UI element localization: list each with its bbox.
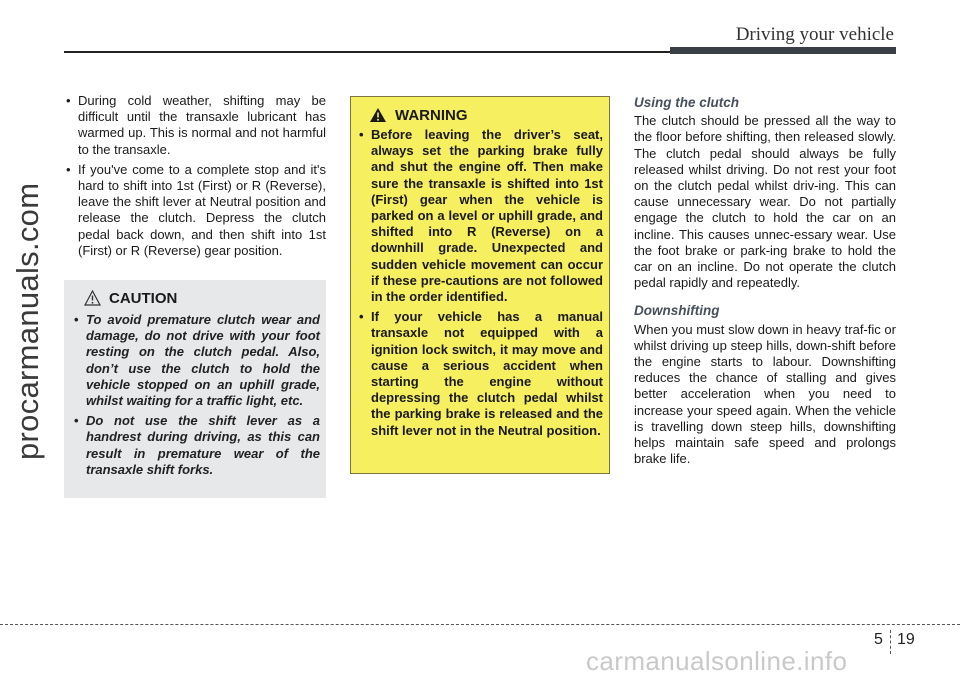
left-column <box>64 93 326 263</box>
caution-item: • Do not use the shift lever as a handrest during driving, as this can result in premature wear of the transaxle shift forks. <box>74 413 320 478</box>
warning-item: • Before leaving the driver’s seat, always set the parking brake fully and shut the engine off. Then make sure the transaxle is shifted into 1st (First) gear when the vehicle is parked on a level or uphill grade, and shifted into R (Reverse) on a downhill grade. Unexpected and sudden vehicle movement can occur if these pre-cautions are not followed in the order identified. <box>359 127 603 305</box>
bottom-watermark: carmanualsonline.info <box>586 646 848 676</box>
warning-header <box>369 105 603 125</box>
warning-box <box>350 96 610 474</box>
section-body-using-clutch: The clutch should be pressed all the way to the floor before shifting, then released slowly. The clutch pedal should always be fully released whilst driving. Do not rest your foot on the clutch pedal whilst driv-ing. This can cause unnecessary wear. Do not partially engage the clutch to hold the car on an incline. This causes unnec-essary wear. Use the foot brake or park-ing brake to hold the car on an incline. Do not operate the clutch pedal rapidly and repeatedly. <box>634 113 896 291</box>
section-body-downshifting: When you must slow down in heavy traf-fic or whilst driving up steep hills, down-shift before the engine starts to labour. Downshifting reduces the chance of stalling and gives better acceleration when you need to increase your speed again. When the vehicle is travelling down steep hills, downshifting helps maintain safe speed and prolongs brake life. <box>634 321 896 467</box>
caution-item: • To avoid premature clutch wear and damage, do not drive with your foot resting on the clutch pedal. Also, don’t use the clutch to hold the vehicle stopped on an uphill grade, whilst waiting for a traffic light, etc. <box>74 312 320 409</box>
header-bar <box>670 47 896 54</box>
warning-item: • If your vehicle has a manual transaxle not equipped with a ignition lock switch, it may move and cause a serious accident when starting the engine without depressing the clutch pedal whilst the parking brake is released and the shift lever not in the Neutral position. <box>359 309 603 439</box>
caution-header <box>84 288 320 308</box>
warning-triangle-filled-icon <box>369 107 387 123</box>
chapter-number: 5 <box>874 631 883 648</box>
left-bullet-item: • If you've come to a complete stop and it's hard to shift into 1st (First) or R (Reverse), leave the shift lever at Neutral position and release the clutch. Depress the clutch pedal back down, and then shift into 1st (First) or R (Reverse) gear position. <box>64 162 326 259</box>
page-number-separator <box>890 630 891 654</box>
caution-label: CAUTION <box>109 289 178 307</box>
caution-list <box>74 312 320 478</box>
section-title-downshifting: Downshifting <box>634 303 720 319</box>
page-number: 19 <box>897 631 915 648</box>
warning-label: WARNING <box>395 106 468 124</box>
side-watermark: procarmanuals.com <box>10 182 45 460</box>
left-bullet-list <box>64 93 326 259</box>
header-rule <box>64 51 670 53</box>
page-header-title: Driving your vehicle <box>735 24 894 45</box>
left-bullet-item: • During cold weather, shifting may be difficult until the transaxle lubricant has warmed up. This is normal and not harmful to the transaxle. <box>64 93 326 158</box>
right-column <box>634 93 896 479</box>
footer-rule <box>0 624 960 625</box>
caution-box <box>64 280 326 498</box>
section-title-using-clutch: Using the clutch <box>634 95 740 110</box>
warning-triangle-outline-icon <box>84 290 101 306</box>
warning-list <box>359 127 603 439</box>
